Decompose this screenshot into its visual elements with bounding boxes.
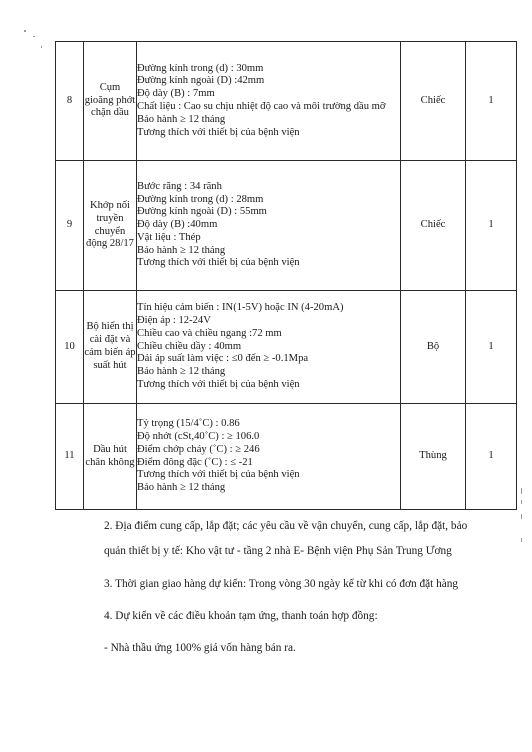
item-specs: [137, 291, 401, 404]
item-quantity: 1: [466, 291, 517, 404]
spec-line: Điện áp : 12-24V: [137, 315, 211, 326]
spec-line: Bước răng : 34 rãnh: [137, 180, 222, 192]
row-number: 8: [56, 42, 84, 161]
scan-mark: [33, 36, 35, 37]
row-number: 9: [56, 161, 84, 291]
table-row: [56, 404, 517, 510]
spec-line: Chiều chiều dầy : 40mm: [137, 340, 242, 352]
row-number: 11: [56, 404, 84, 510]
paragraph-delivery-location-line2: quản thiết bị y tế: Kho vật tư - tầng 2 nhà E- Bệnh viện Phụ Sản Trung Ương: [104, 545, 452, 557]
table-row: [56, 291, 517, 404]
item-quantity: 1: [466, 161, 517, 291]
item-name: Khớp nối truyền chuyển động 28/17: [84, 161, 137, 291]
spec-line: Độ dày (B) :40mm: [137, 219, 218, 231]
item-unit: Chiếc: [401, 161, 466, 291]
paragraph-payment-terms: 4. Dự kiến về các điều khoản tạm ứng, thanh toán hợp đồng:: [104, 610, 378, 622]
scan-mark: [41, 46, 42, 48]
item-specs: [137, 42, 401, 161]
item-name: Cụm gioăng phớt chặn dầu: [84, 42, 137, 161]
item-name: Bộ hiển thị cài đặt và cảm biến áp suất hút: [84, 291, 137, 404]
scan-mark: [521, 488, 522, 494]
spec-line: Bảo hành ≥ 12 tháng: [137, 366, 226, 378]
spec-line: Bảo hành ≥ 12 tháng: [137, 482, 226, 494]
scan-mark: [24, 30, 26, 32]
scan-mark: [521, 538, 522, 542]
paragraph-delivery-time: 3. Thời gian giao hàng dự kiến: Trong vòng 30 ngày kể từ khi có đơn đặt hàng: [104, 578, 459, 590]
spec-line: Chiều cao và chiều ngang :72 mm: [137, 327, 282, 339]
row-number: 10: [56, 291, 84, 404]
item-specs: [137, 404, 401, 510]
spec-line: Dải áp suất làm việc : ≤0 đến ≥ -0.1Mpa: [137, 353, 309, 365]
spec-line: Độ nhớt (cSt,40˚C) : ≥ 106.0: [137, 430, 260, 442]
table-row: [56, 42, 517, 161]
spec-line: Vật liệu : Thép: [137, 231, 201, 243]
spec-line: Tương thích với thiết bị của bệnh viện: [137, 378, 300, 390]
scan-mark: [521, 500, 522, 504]
item-specs: [137, 161, 401, 291]
spec-line: Tín hiệu cảm biến : IN(1-5V) hoặc IN (4-20mA): [137, 302, 344, 314]
paragraph-delivery-location-line1: 2. Địa điểm cung cấp, lắp đặt; các yêu cầu về vận chuyển, cung cấp, lắp đặt, bảo: [104, 520, 468, 532]
item-quantity: 1: [466, 42, 517, 161]
paragraph-advance-payment: - Nhà thầu ứng 100% giá vốn hàng bán ra.: [104, 642, 296, 654]
spec-line: Đường kính ngoài (D) :42mm: [137, 75, 265, 87]
spec-line: Đường kính trong (d) : 30mm: [137, 62, 264, 74]
spec-line: Chất liệu : Cao su chịu nhiệt độ cao và môi trường dầu mỡ: [137, 101, 386, 112]
spec-line: Đường kính ngoài (D) : 55mm: [137, 206, 267, 218]
spec-table: [55, 41, 517, 510]
item-name: Dầu hút chân không: [84, 404, 137, 510]
spec-line: Độ dày (B) : 7mm: [137, 88, 215, 100]
spec-line: Bảo hành ≥ 12 tháng: [137, 244, 226, 256]
item-unit: Thùng: [401, 404, 466, 510]
spec-line: Tương thích với thiết bị của bệnh viện: [137, 469, 300, 481]
item-unit: Chiếc: [401, 42, 466, 161]
spec-line: Tương thích với thiết bị của bệnh viện: [137, 257, 300, 269]
spec-line: Tương thích với thiết bị của bệnh viện: [137, 126, 300, 138]
spec-line: Điểm đông đặc (˚C) : ≤ -21: [137, 456, 253, 468]
item-quantity: 1: [466, 404, 517, 510]
item-unit: Bộ: [401, 291, 466, 404]
spec-line: Bảo hành ≥ 12 tháng: [137, 113, 226, 125]
spec-line: Đường kính trong (d) : 28mm: [137, 193, 264, 205]
table-row: [56, 161, 517, 291]
spec-line: Điểm chớp cháy (˚C) : ≥ 246: [137, 443, 260, 455]
spec-line: Tỷ trọng (15/4˚C) : 0.86: [137, 418, 240, 430]
